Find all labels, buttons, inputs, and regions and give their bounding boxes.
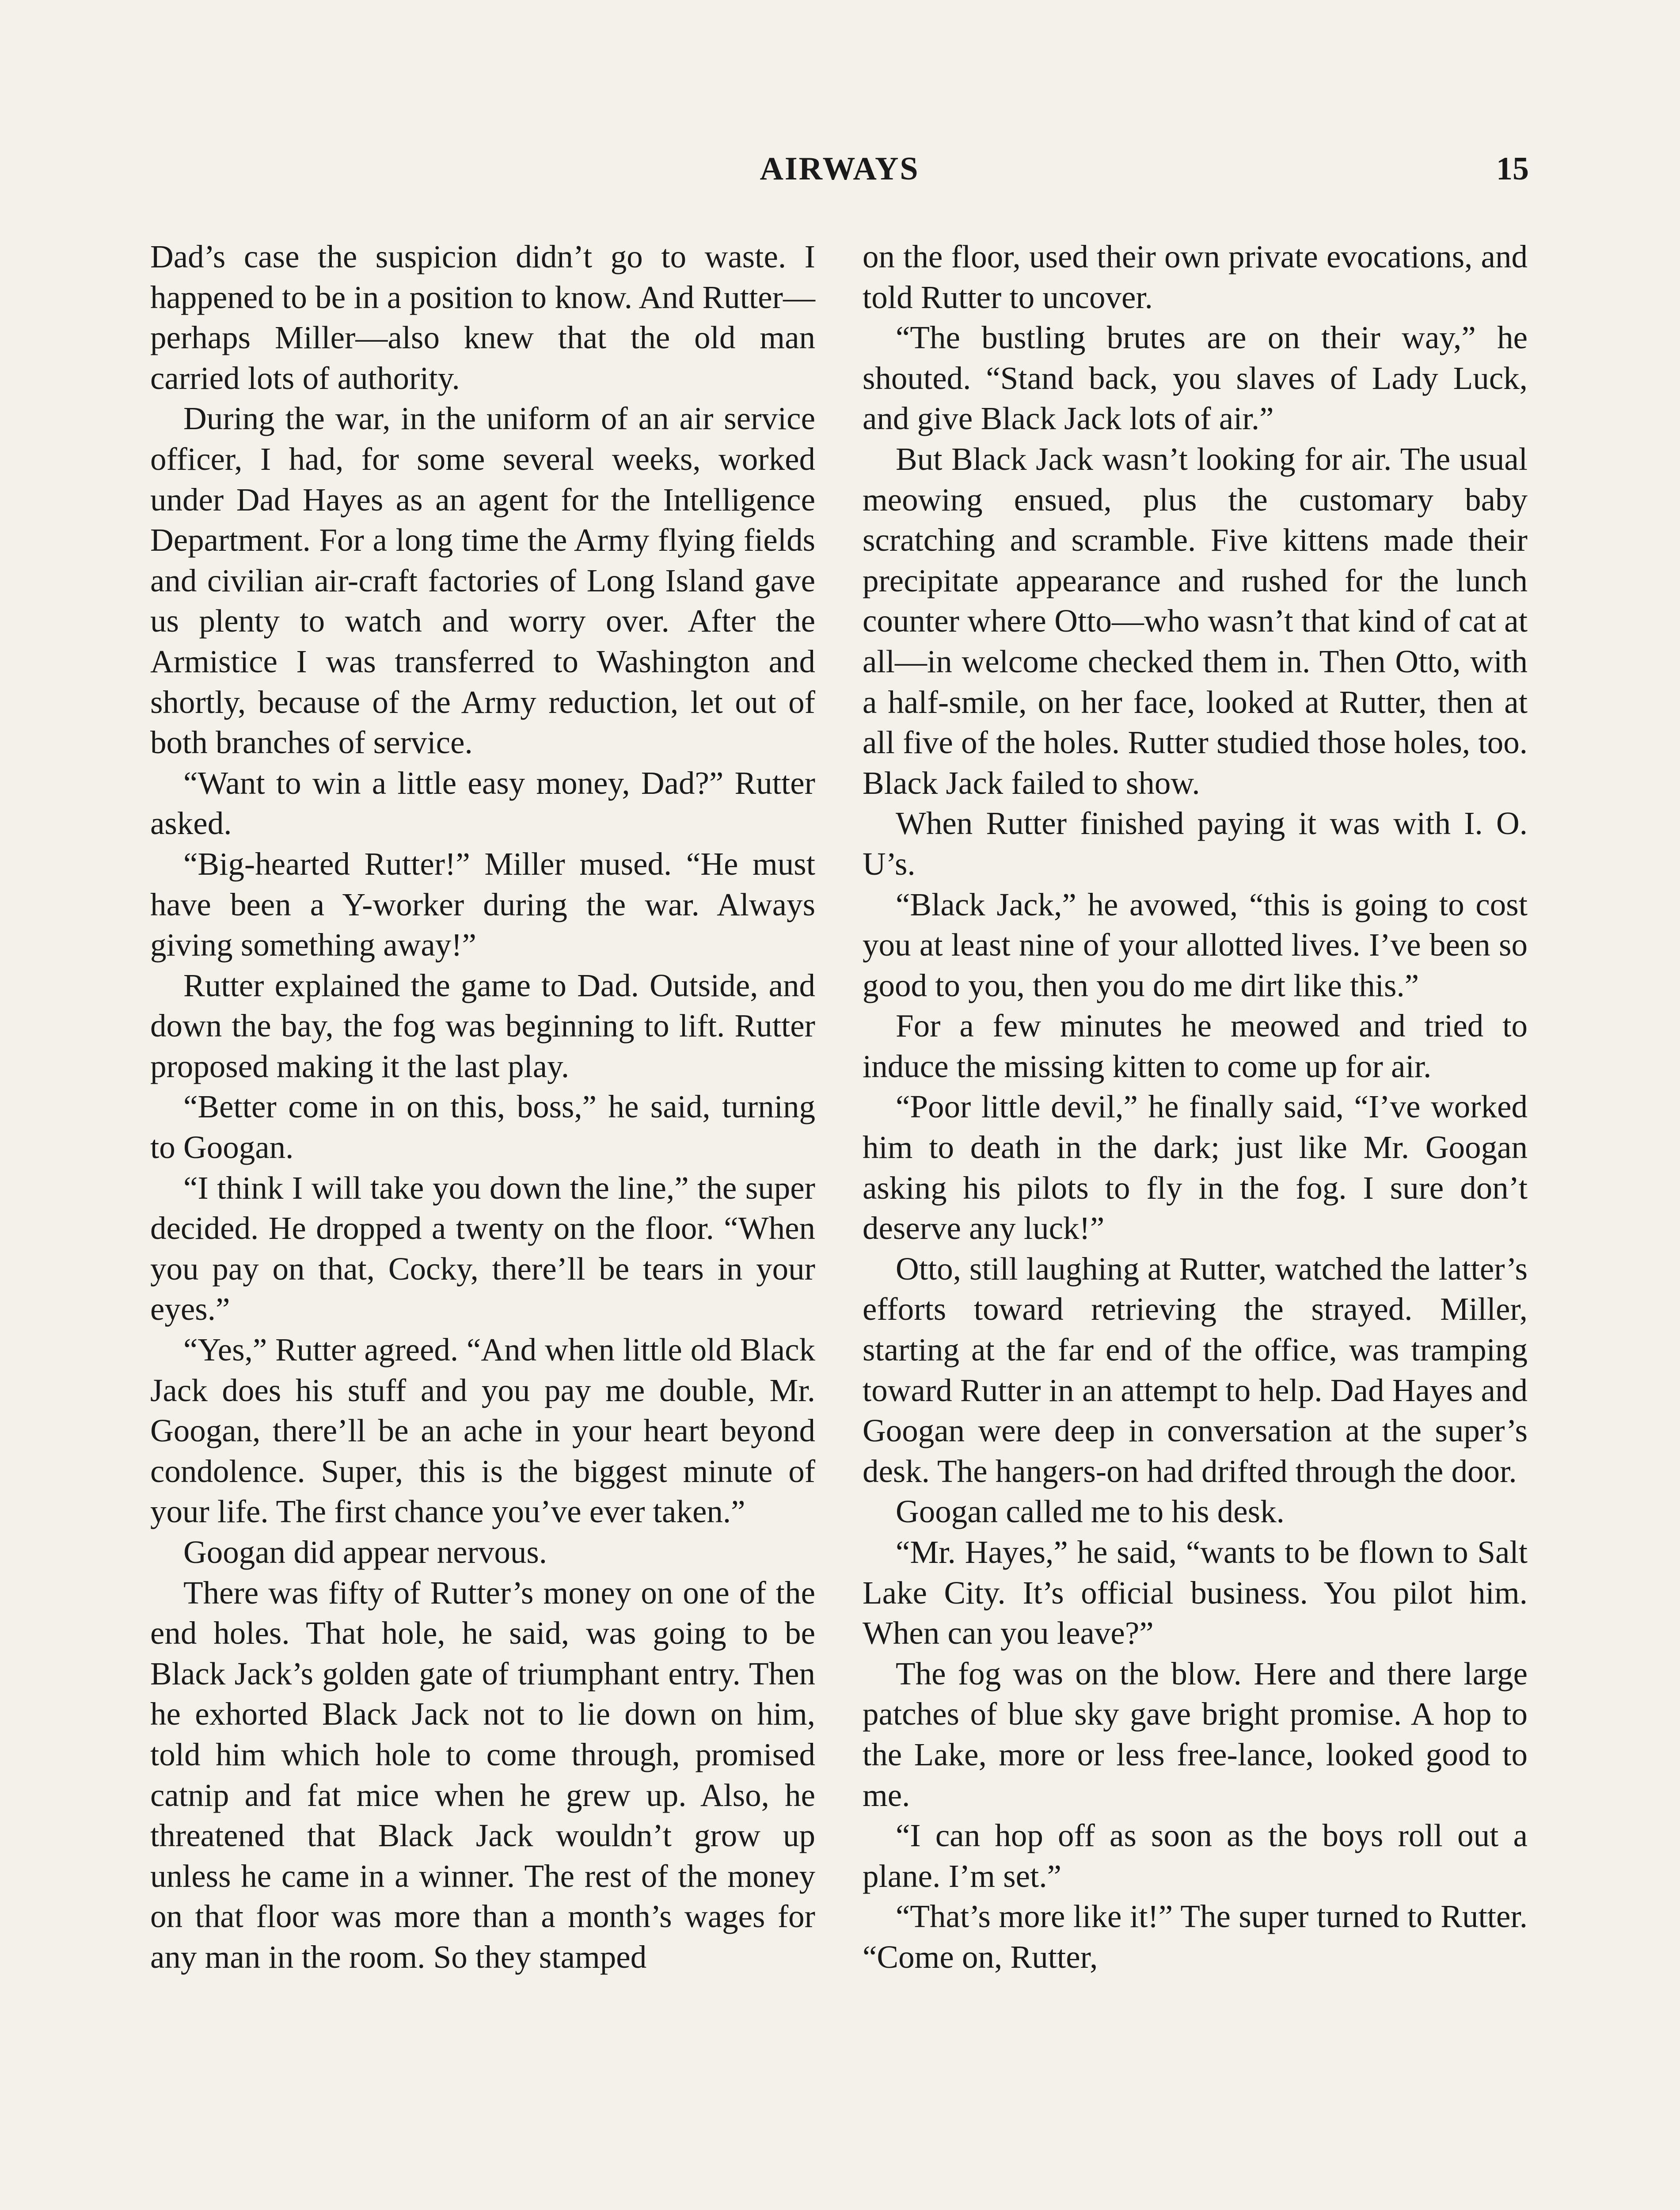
paragraph: “Yes,” Rutter agreed. “And when little old Black Jack does his stuff and you pay me double, Mr. Googan, there’ll be an ache in your heart beyond condolence. Super, this is the biggest minute of your life. The first chance you’ve ever taken.” [150,1332,815,1530]
paragraph: There was fifty of Rutter’s money on one of the end holes. That hole, he said, was going to be Black Jack’s golden gate of triumphant entry. Then he exhorted Black Jack not to lie down on him, told him which hole to come through, promised catnip and fat mice when he grew up. Also, he threatened that Black Jack wouldn’t grow up unless he came in a winner. The rest of the money on that floor was more than a month’s wages for any man in the room. So they stamped [150,1574,815,1975]
paragraph: “That’s more like it!” The super turned to Rutter. “Come on, Rutter, [863,1898,1528,1975]
right-column [863,236,1528,1978]
page-number: 15 [1496,151,1529,187]
paragraph: Otto, still laughing at Rutter, watched the latter’s efforts toward retrieving the strayed. Miller, starting at the far end of the office, was tramping toward Rutter in an attempt to help. Dad Hayes and Googan were deep in conversation at the super’s desk. The hangers-on had drifted through the door. [863,1250,1528,1489]
paragraph: “I can hop off as soon as the boys roll out a plane. I’m set.” [863,1818,1528,1894]
paragraph: “The bustling brutes are on their way,” he shouted. “Stand back, you slaves of Lady Luck, and give Black Jack lots of air.” [863,320,1528,437]
left-column [150,236,815,1978]
paragraph: The fog was on the blow. Here and there large patches of blue sky gave bright promise. A hop to the Lake, more or less free-lance, looked good to me. [863,1655,1528,1813]
paragraph: “I think I will take you down the line,” the super decided. He dropped a twenty on the floor. “When you pay on that, Cocky, there’ll be tears in your eyes.” [150,1170,815,1327]
paragraph: “Mr. Hayes,” he said, “wants to be flown to Salt Lake City. It’s official business. You pilot him. When can you leave?” [863,1534,1528,1651]
paragraph: But Black Jack wasn’t looking for air. The usual meowing ensued, plus the customary baby scratching and scramble. Five kittens made their precipitate appearance and rushed for the lunch counter where Otto—who wasn’t that kind of cat at all—in welcome checked them in. Then Otto, with a half-smile, on her face, looked at Rutter, then at all five of the holes. Rutter studied those holes, too. Black Jack failed to show. [863,441,1528,801]
paragraph: “Big-hearted Rutter!” Miller mused. “He must have been a Y-worker during the war. Always giving something away!” [150,846,815,963]
paragraph: “Black Jack,” he avowed, “this is going to cost you at least nine of your allotted lives. I’ve been so good to you, then you do me dirt like this.” [863,886,1528,1003]
paragraph: For a few minutes he meowed and tried to induce the missing kitten to come up for air. [863,1008,1528,1084]
running-head [150,150,1529,203]
paragraph: When Rutter finished paying it was with I. O. U’s. [863,805,1528,882]
paragraph: on the floor, used their own private evocations, and told Rutter to uncover. [863,239,1528,315]
paragraph: During the war, in the uniform of an air service officer, I had, for some several weeks, worked under Dad Hayes as an agent for the Intelligence Department. For a long time the Army flying fields and civilian air-craft factories of Long Island gave us plenty to watch and worry over. After the Armistice I was transferred to Washington and shortly, because of the Army reduction, let out of both branches of service. [150,400,815,761]
paragraph: “Poor little devil,” he finally said, “I’ve worked him to death in the dark; just like Mr. Googan asking his pilots to fly in the fog. I sure don’t deserve any luck!” [863,1089,1528,1246]
paragraph: Googan did appear nervous. [183,1534,547,1570]
paragraph: Rutter explained the game to Dad. Outside, and down the bay, the fog was beginning to lift. Rutter proposed making it the last play. [150,967,815,1084]
paragraph: Googan called me to his desk. [896,1494,1285,1530]
paragraph: “Want to win a little easy money, Dad?” Rutter asked. [150,765,815,842]
journal-title: AIRWAYS [760,151,920,187]
paragraph: Dad’s case the suspicion didn’t go to waste. I happened to be in a position to know. And Rutter—perhaps Miller—also knew that the old man carried lots of authority. [150,239,815,396]
paragraph: “Better come in on this, boss,” he said, turning to Googan. [150,1089,815,1166]
